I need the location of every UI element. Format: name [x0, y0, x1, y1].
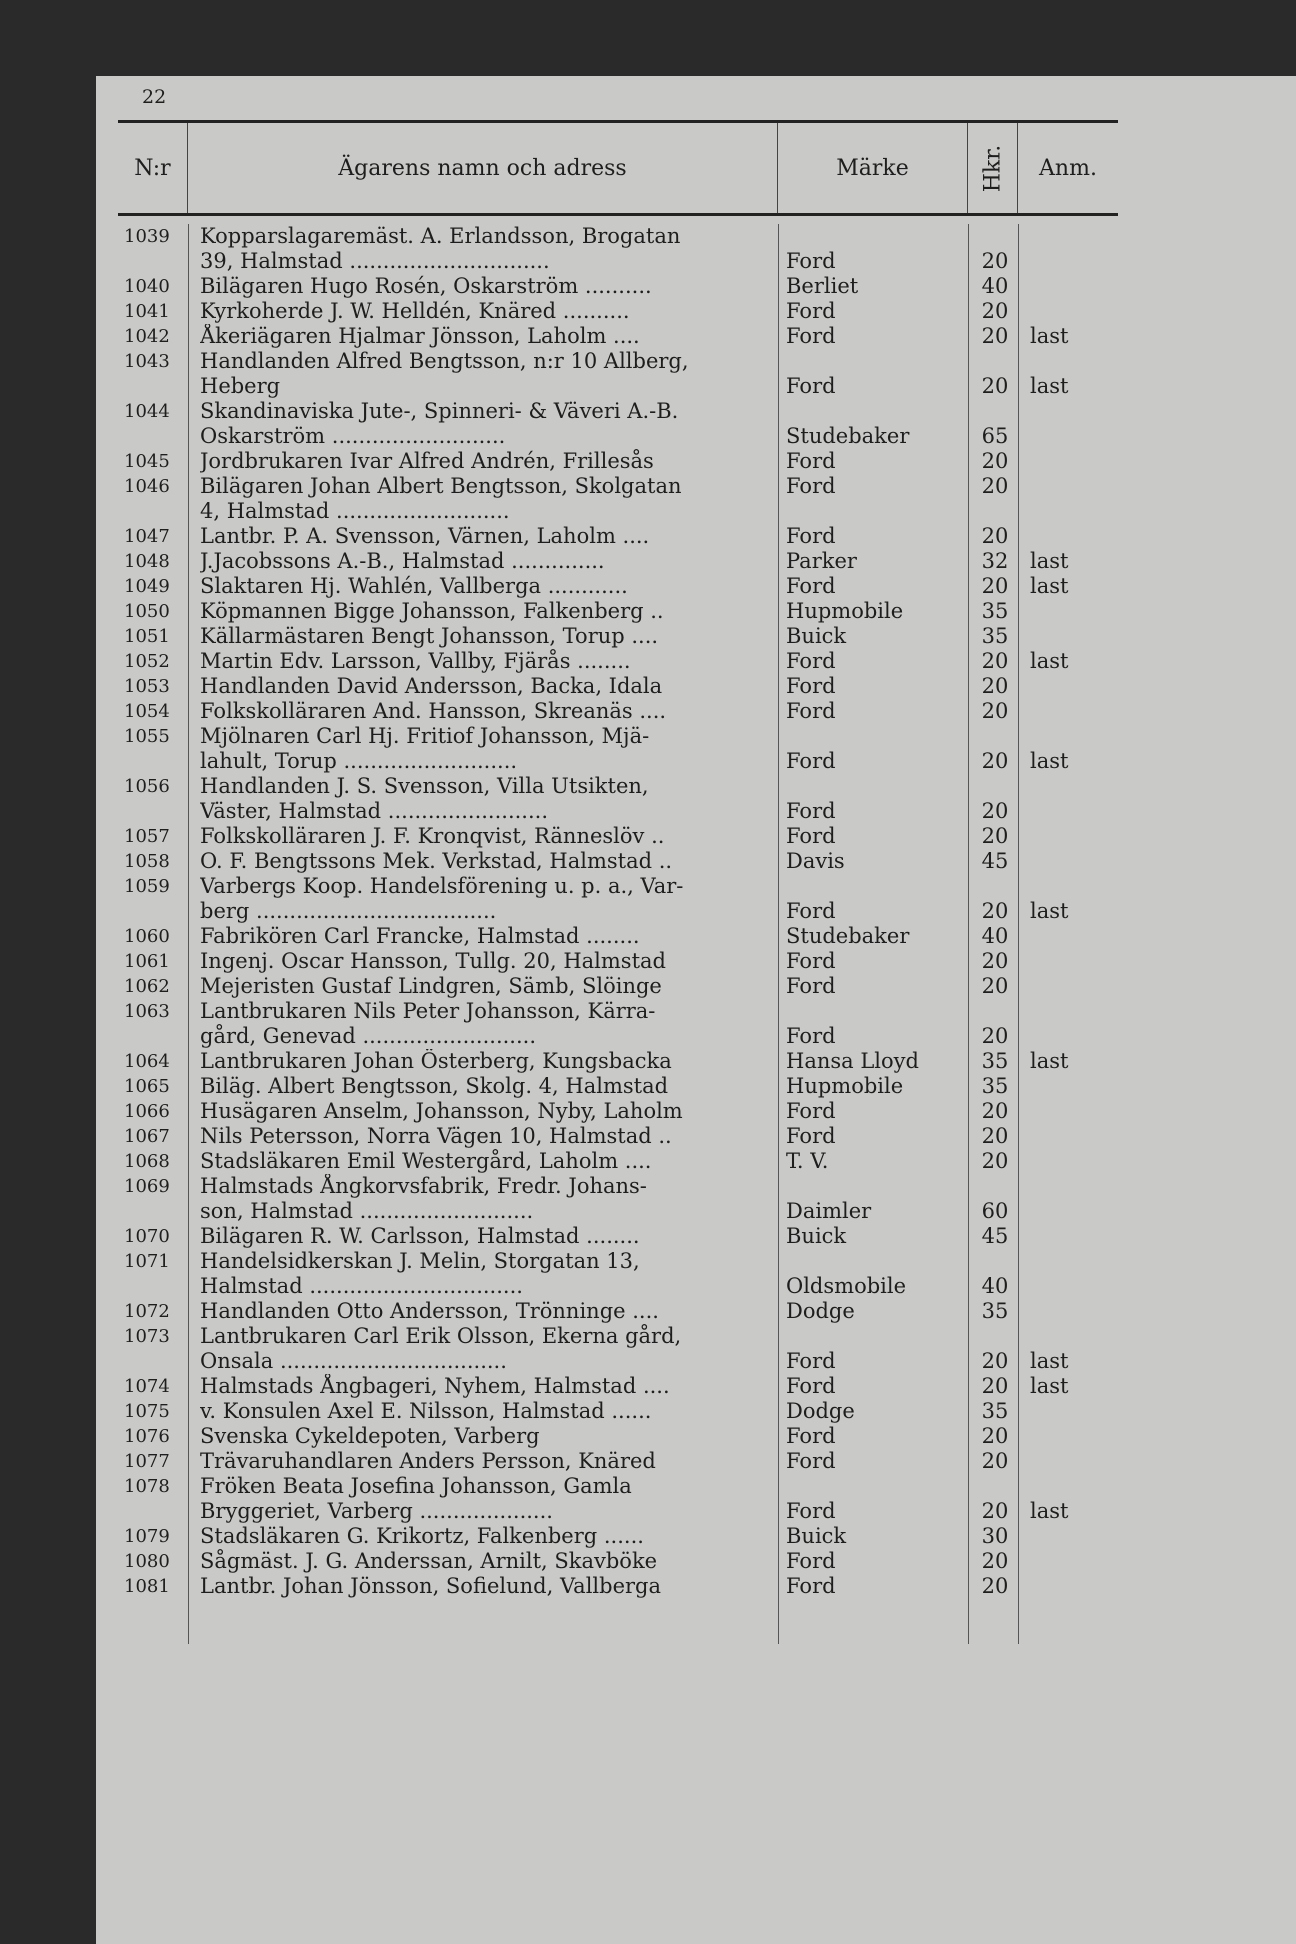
- row-number: 1080: [124, 1551, 170, 1572]
- table-row: [118, 349, 1118, 374]
- brand-cell: Ford: [786, 1374, 836, 1398]
- table-row: [118, 524, 1118, 549]
- brand-cell: Ford: [786, 449, 836, 473]
- row-number: 1055: [124, 726, 170, 747]
- owner-cell: Handelsidkerskan J. Melin, Storgatan 13,: [200, 1249, 640, 1273]
- hkr-cell: 20: [981, 249, 1009, 273]
- owner-cell: Lantbrukaren Johan Österberg, Kungsbacka: [200, 1049, 672, 1073]
- row-number: 1043: [124, 351, 170, 372]
- header-hkr-label: Hkr.: [979, 144, 1005, 192]
- hkr-cell: 20: [981, 574, 1009, 598]
- brand-cell: Hupmobile: [786, 1074, 904, 1098]
- hkr-cell: 32: [981, 549, 1009, 573]
- row-number: 1062: [124, 976, 170, 997]
- brand-cell: Ford: [786, 649, 836, 673]
- brand-cell: Ford: [786, 524, 836, 548]
- table-row: [118, 699, 1118, 724]
- hkr-cell: 40: [981, 274, 1009, 298]
- anm-cell: last: [1030, 649, 1069, 673]
- hkr-cell: 60: [981, 1199, 1009, 1223]
- table-header: [118, 120, 1118, 216]
- table-row: [118, 1249, 1118, 1274]
- owner-cell: Fabrikören Carl Francke, Halmstad ........: [200, 924, 640, 948]
- table-row: [118, 1199, 1118, 1224]
- brand-cell: Ford: [786, 1349, 836, 1373]
- row-number: 1077: [124, 1451, 170, 1472]
- owner-cell: Halmstads Ångkorvsfabrik, Fredr. Johans-: [200, 1174, 647, 1198]
- hkr-cell: 20: [981, 674, 1009, 698]
- owner-cell: Halmstads Ångbageri, Nyhem, Halmstad ....: [200, 1374, 670, 1398]
- anm-cell: last: [1030, 1349, 1069, 1373]
- owner-cell: Lantbrukaren Carl Erik Olsson, Ekerna gård,: [200, 1324, 682, 1348]
- table-row: [118, 1224, 1118, 1249]
- anm-cell: last: [1030, 1374, 1069, 1398]
- hkr-cell: 20: [981, 1099, 1009, 1123]
- hkr-cell: 20: [981, 1449, 1009, 1473]
- brand-cell: Oldsmobile: [786, 1274, 907, 1298]
- owner-cell: berg ....................................: [200, 899, 497, 923]
- owner-cell: Trävaruhandlaren Anders Persson, Knäred: [200, 1449, 656, 1473]
- brand-cell: Ford: [786, 899, 836, 923]
- table-row: [118, 1049, 1118, 1074]
- table-row: [118, 1074, 1118, 1099]
- owner-cell: Lantbrukaren Nils Peter Johansson, Kärra-: [200, 999, 656, 1023]
- owner-cell: Handlanden David Andersson, Backa, Idala: [200, 674, 663, 698]
- owner-cell: Stadsläkaren G. Krikortz, Falkenberg ......: [200, 1524, 644, 1548]
- row-number: 1072: [124, 1301, 170, 1322]
- table-row: [118, 474, 1118, 499]
- hkr-cell: 20: [981, 1349, 1009, 1373]
- table-row: [118, 1349, 1118, 1374]
- brand-cell: Ford: [786, 1099, 836, 1123]
- row-number: 1049: [124, 576, 170, 597]
- table-row: [118, 1549, 1118, 1574]
- anm-cell: last: [1030, 374, 1069, 398]
- hkr-cell: 20: [981, 749, 1009, 773]
- brand-cell: Ford: [786, 474, 836, 498]
- owner-cell: v. Konsulen Axel E. Nilsson, Halmstad ......: [200, 1399, 652, 1423]
- brand-cell: Ford: [786, 574, 836, 598]
- row-number: 1056: [124, 776, 170, 797]
- table-row: [118, 649, 1118, 674]
- hkr-cell: 20: [981, 824, 1009, 848]
- row-number: 1046: [124, 476, 170, 497]
- anm-cell: last: [1030, 899, 1069, 923]
- row-number: 1066: [124, 1101, 170, 1122]
- owner-cell: Husägaren Anselm, Johansson, Nyby, Laholm: [200, 1099, 683, 1123]
- owner-cell: 4, Halmstad ..........................: [200, 499, 510, 523]
- table-row: [118, 224, 1118, 249]
- row-number: 1067: [124, 1126, 170, 1147]
- header-owner: Ägarens namn och adress: [188, 123, 778, 213]
- owner-cell: Folkskolläraren J. F. Kronqvist, Ränneslöv ..: [200, 824, 665, 848]
- brand-cell: Buick: [786, 1224, 847, 1248]
- brand-cell: Ford: [786, 324, 836, 348]
- brand-cell: Ford: [786, 674, 836, 698]
- brand-cell: Ford: [786, 949, 836, 973]
- table-row: [118, 449, 1118, 474]
- table-row: [118, 874, 1118, 899]
- owner-cell: Lantbr. Johan Jönsson, Sofielund, Vallberga: [200, 1574, 662, 1598]
- owner-cell: Väster, Halmstad ........................: [200, 799, 549, 823]
- table-row: [118, 1574, 1118, 1599]
- anm-cell: last: [1030, 324, 1069, 348]
- owner-cell: Nils Petersson, Norra Vägen 10, Halmstad ..: [200, 1124, 672, 1148]
- row-number: 1061: [124, 951, 170, 972]
- hkr-cell: 65: [981, 424, 1009, 448]
- table-row: [118, 549, 1118, 574]
- brand-cell: Ford: [786, 299, 836, 323]
- owner-cell: Handlanden Otto Andersson, Trönninge ....: [200, 1299, 659, 1323]
- table-row: [118, 1174, 1118, 1199]
- anm-cell: last: [1030, 574, 1069, 598]
- hkr-cell: 20: [981, 699, 1009, 723]
- table-row: [118, 574, 1118, 599]
- owner-cell: Bilägaren R. W. Carlsson, Halmstad ........: [200, 1224, 640, 1248]
- owner-cell: Åkeriägaren Hjalmar Jönsson, Laholm ....: [200, 324, 640, 348]
- brand-cell: Berliet: [786, 274, 859, 298]
- table-row: [118, 324, 1118, 349]
- table-row: [118, 399, 1118, 424]
- owner-cell: Bilägaren Hugo Rosén, Oskarström ..........: [200, 274, 652, 298]
- row-number: 1070: [124, 1226, 170, 1247]
- row-number: 1081: [124, 1576, 170, 1597]
- owner-cell: Handlanden Alfred Bengtsson, n:r 10 Allberg,: [200, 349, 689, 373]
- hkr-cell: 20: [981, 649, 1009, 673]
- hkr-cell: 40: [981, 1274, 1009, 1298]
- owner-cell: O. F. Bengtssons Mek. Verkstad, Halmstad ..: [200, 849, 673, 873]
- hkr-cell: 20: [981, 1499, 1009, 1523]
- table-row: [118, 599, 1118, 624]
- table-row: [118, 1149, 1118, 1174]
- brand-cell: Ford: [786, 374, 836, 398]
- row-number: 1076: [124, 1426, 170, 1447]
- header-brand: Märke: [778, 123, 968, 213]
- brand-cell: Davis: [786, 849, 845, 873]
- header-anm: Anm.: [1039, 155, 1097, 181]
- table-row: [118, 1274, 1118, 1299]
- brand-cell: T. V.: [786, 1149, 829, 1173]
- brand-cell: Ford: [786, 249, 836, 273]
- row-number: 1071: [124, 1251, 170, 1272]
- owner-cell: Onsala ..................................: [200, 1349, 507, 1373]
- hkr-cell: 20: [981, 324, 1009, 348]
- hkr-cell: 20: [981, 1124, 1009, 1148]
- row-number: 1047: [124, 526, 170, 547]
- table-row: [118, 274, 1118, 299]
- owner-cell: J.Jacobssons A.-B., Halmstad ..............: [200, 549, 605, 573]
- hkr-cell: 20: [981, 524, 1009, 548]
- row-number: 1068: [124, 1151, 170, 1172]
- owner-cell: 39, Halmstad ..............................: [200, 249, 550, 273]
- brand-cell: Hupmobile: [786, 599, 904, 623]
- row-number: 1048: [124, 551, 170, 572]
- hkr-cell: 20: [981, 1424, 1009, 1448]
- table-row: [118, 774, 1118, 799]
- page-number: 22: [142, 86, 167, 108]
- table-row: [118, 1449, 1118, 1474]
- owner-cell: Kyrkoherde J. W. Helldén, Knäred ..........: [200, 299, 630, 323]
- table-row: [118, 1424, 1118, 1449]
- table-row: [118, 974, 1118, 999]
- row-number: 1079: [124, 1526, 170, 1547]
- owner-cell: Varbergs Koop. Handelsförening u. p. a., Var-: [200, 874, 684, 898]
- row-number: 1059: [124, 876, 170, 897]
- row-number: 1042: [124, 326, 170, 347]
- table-row: [118, 424, 1118, 449]
- table-row: [118, 499, 1118, 524]
- row-number: 1041: [124, 301, 170, 322]
- hkr-cell: 30: [981, 1524, 1009, 1548]
- anm-cell: last: [1030, 1049, 1069, 1073]
- table-row: [118, 924, 1118, 949]
- hkr-cell: 20: [981, 799, 1009, 823]
- owner-cell: gård, Genevad ..........................: [200, 1024, 537, 1048]
- owner-cell: Fröken Beata Josefina Johansson, Gamla: [200, 1474, 632, 1498]
- hkr-cell: 35: [981, 1299, 1009, 1323]
- owner-cell: Sågmäst. J. G. Anderssan, Arnilt, Skavböke: [200, 1549, 658, 1573]
- hkr-cell: 35: [981, 1074, 1009, 1098]
- anm-cell: last: [1030, 1499, 1069, 1523]
- table-row: [118, 749, 1118, 774]
- row-number: 1039: [124, 226, 170, 247]
- table-row: [118, 374, 1118, 399]
- anm-cell: last: [1030, 749, 1069, 773]
- hkr-cell: 20: [981, 299, 1009, 323]
- table-row: [118, 1124, 1118, 1149]
- row-number: 1069: [124, 1176, 170, 1197]
- hkr-cell: 20: [981, 374, 1009, 398]
- owner-cell: Folkskolläraren And. Hansson, Skreanäs ....: [200, 699, 667, 723]
- brand-cell: Ford: [786, 1024, 836, 1048]
- hkr-cell: 20: [981, 1549, 1009, 1573]
- table-row: [118, 949, 1118, 974]
- row-number: 1040: [124, 276, 170, 297]
- brand-cell: Buick: [786, 624, 847, 648]
- hkr-cell: 35: [981, 599, 1009, 623]
- brand-cell: Studebaker: [786, 424, 910, 448]
- brand-cell: Buick: [786, 1524, 847, 1548]
- registry-table: [118, 224, 1118, 1599]
- row-number: 1045: [124, 451, 170, 472]
- brand-cell: Dodge: [786, 1299, 855, 1323]
- brand-cell: Ford: [786, 824, 836, 848]
- table-row: [118, 999, 1118, 1024]
- hkr-cell: 20: [981, 449, 1009, 473]
- brand-cell: Ford: [786, 1449, 836, 1473]
- brand-cell: Ford: [786, 974, 836, 998]
- brand-cell: Studebaker: [786, 924, 910, 948]
- row-number: 1053: [124, 676, 170, 697]
- row-number: 1058: [124, 851, 170, 872]
- brand-cell: Dodge: [786, 1399, 855, 1423]
- owner-cell: Ingenj. Oscar Hansson, Tullg. 20, Halmstad: [200, 949, 666, 973]
- table-row: [118, 1524, 1118, 1549]
- hkr-cell: 45: [981, 1224, 1009, 1248]
- owner-cell: Martin Edv. Larsson, Vallby, Fjärås ........: [200, 649, 631, 673]
- owner-cell: Halmstad ................................: [200, 1274, 523, 1298]
- table-row: [118, 674, 1118, 699]
- row-number: 1051: [124, 626, 170, 647]
- brand-cell: Ford: [786, 1574, 836, 1598]
- row-number: 1044: [124, 401, 170, 422]
- owner-cell: Mjölnaren Carl Hj. Fritiof Johansson, Mjä-: [200, 724, 650, 748]
- table-row: [118, 1374, 1118, 1399]
- hkr-cell: 20: [981, 949, 1009, 973]
- row-number: 1064: [124, 1051, 170, 1072]
- hkr-cell: 20: [981, 1024, 1009, 1048]
- table-row: [118, 299, 1118, 324]
- table-row: [118, 1099, 1118, 1124]
- table-row: [118, 1024, 1118, 1049]
- hkr-cell: 35: [981, 1049, 1009, 1073]
- table-row: [118, 1299, 1118, 1324]
- brand-cell: Ford: [786, 1499, 836, 1523]
- table-row: [118, 849, 1118, 874]
- owner-cell: Biläg. Albert Bengtsson, Skolg. 4, Halmstad: [200, 1074, 669, 1098]
- owner-cell: lahult, Torup ..........................: [200, 749, 518, 773]
- owner-cell: Köpmannen Bigge Johansson, Falkenberg ..: [200, 599, 664, 623]
- hkr-cell: 35: [981, 1399, 1009, 1423]
- hkr-cell: 35: [981, 624, 1009, 648]
- table-row: [118, 1499, 1118, 1524]
- brand-cell: Ford: [786, 799, 836, 823]
- owner-cell: Skandinaviska Jute-, Spinneri- & Väveri A.-B.: [200, 399, 679, 423]
- hkr-cell: 45: [981, 849, 1009, 873]
- owner-cell: Mejeristen Gustaf Lindgren, Sämb, Slöinge: [200, 974, 662, 998]
- brand-cell: Ford: [786, 1549, 836, 1573]
- owner-cell: Oskarström ..........................: [200, 424, 506, 448]
- row-number: 1052: [124, 651, 170, 672]
- owner-cell: Bilägaren Johan Albert Bengtsson, Skolgatan: [200, 474, 682, 498]
- table-row: [118, 724, 1118, 749]
- owner-cell: Lantbr. P. A. Svensson, Värnen, Laholm ....: [200, 524, 650, 548]
- hkr-cell: 20: [981, 474, 1009, 498]
- row-number: 1057: [124, 826, 170, 847]
- owner-cell: Källarmästaren Bengt Johansson, Torup ....: [200, 624, 659, 648]
- brand-cell: Hansa Lloyd: [786, 1049, 919, 1073]
- brand-cell: Ford: [786, 1424, 836, 1448]
- owner-cell: Slaktaren Hj. Wahlén, Vallberga ............: [200, 574, 628, 598]
- brand-cell: Ford: [786, 749, 836, 773]
- row-number: 1063: [124, 1001, 170, 1022]
- hkr-cell: 40: [981, 924, 1009, 948]
- table-row: [118, 1324, 1118, 1349]
- owner-cell: Svenska Cykeldepoten, Varberg: [200, 1424, 540, 1448]
- table-row: [118, 824, 1118, 849]
- hkr-cell: 20: [981, 1149, 1009, 1173]
- brand-cell: Parker: [786, 549, 857, 573]
- row-number: 1078: [124, 1476, 170, 1497]
- table-row: [118, 799, 1118, 824]
- row-number: 1075: [124, 1401, 170, 1422]
- anm-cell: last: [1030, 549, 1069, 573]
- table-row: [118, 249, 1118, 274]
- table-row: [118, 899, 1118, 924]
- hkr-cell: 20: [981, 974, 1009, 998]
- hkr-cell: 20: [981, 899, 1009, 923]
- table-row: [118, 1399, 1118, 1424]
- owner-cell: son, Halmstad ..........................: [200, 1199, 534, 1223]
- row-number: 1065: [124, 1076, 170, 1097]
- owner-cell: Kopparslagaremäst. A. Erlandsson, Brogatan: [200, 224, 681, 248]
- hkr-cell: 20: [981, 1574, 1009, 1598]
- table-row: [118, 1474, 1118, 1499]
- owner-cell: Jordbrukaren Ivar Alfred Andrén, Frillesås: [200, 449, 654, 473]
- owner-cell: Handlanden J. S. Svensson, Villa Utsikten,: [200, 774, 649, 798]
- table-row: [118, 624, 1118, 649]
- header-nr: N:r: [118, 123, 188, 213]
- row-number: 1054: [124, 701, 170, 722]
- brand-cell: Daimler: [786, 1199, 872, 1223]
- owner-cell: Stadsläkaren Emil Westergård, Laholm ....: [200, 1149, 652, 1173]
- row-number: 1073: [124, 1326, 170, 1347]
- header-hkr: [968, 123, 1018, 213]
- row-number: 1060: [124, 926, 170, 947]
- owner-cell: Heberg: [200, 374, 281, 398]
- row-number: 1074: [124, 1376, 170, 1397]
- hkr-cell: 20: [981, 1374, 1009, 1398]
- owner-cell: Bryggeriet, Varberg ....................: [200, 1499, 553, 1523]
- row-number: 1050: [124, 601, 170, 622]
- brand-cell: Ford: [786, 1124, 836, 1148]
- brand-cell: Ford: [786, 699, 836, 723]
